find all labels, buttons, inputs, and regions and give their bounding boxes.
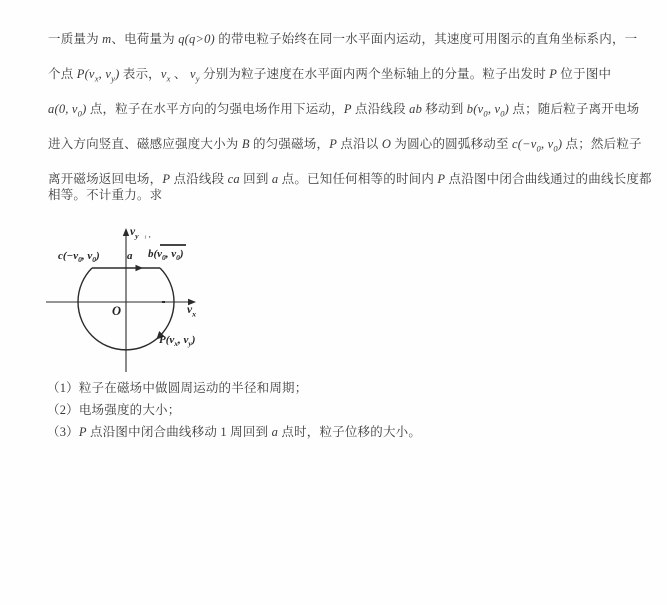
origin-label: O bbox=[112, 304, 122, 318]
axis-y-label: $v_y$ bbox=[130, 226, 139, 241]
problem-line-2: 个点 $P(v_x$, $v_y$) 表示，$v_x$ 、 $v_y$ 分别为粒子速度在水平面内两个坐标轴上的分量。粒子出发时 P 位于图中 bbox=[48, 67, 612, 84]
question-3: （3）P 点沿图中闭合曲线移动 1 周回到 a 点时，粒子位移的大小。 bbox=[47, 425, 422, 439]
velocity-diagram bbox=[45, 225, 260, 377]
problem-statement bbox=[48, 22, 663, 206]
stray-marks: ₁ , bbox=[144, 230, 151, 239]
problem-line-6: 相等。不计重力。求 bbox=[48, 188, 163, 202]
y-axis-arrow-icon bbox=[123, 228, 129, 236]
question-2: （2）电场强度的大小； bbox=[47, 403, 181, 417]
question-list bbox=[47, 377, 567, 443]
problem-line-1: 一质量为 m、电荷量为 q(q>0) 的带电粒子始终在同一水平面内运动，其速度可用图示的直角坐标系内，一 bbox=[48, 32, 638, 46]
problem-line-4: 进入方向竖直、磁感应强度大小为 B 的匀强磁场，P 点沿以 O 为圆心的圆弧移动至 $c(-v_0$, $v_0$) 点；然后粒子 bbox=[48, 137, 642, 154]
point-c-label: $c(-v_0$, $v_0$) bbox=[58, 250, 100, 265]
chord-direction-arrow-icon bbox=[136, 265, 144, 271]
axis-x-label: $v_x$ bbox=[187, 304, 197, 319]
problem-line-3: a(0, $v_0$) 点，粒子在水平方向的匀强电场作用下运动，P 点沿线段 ab 移动到 $b(v_0$, $v_0$) 点；随后粒子离开电场 bbox=[48, 102, 640, 119]
problem-line-5: 离开磁场返回电场，P 点沿线段 ca 回到 a 点。已知任何相等的时间内 P 点沿图中闭合曲线通过的曲线长度都 bbox=[48, 172, 652, 186]
point-a-label: a bbox=[127, 250, 133, 262]
stray-dot-mark bbox=[162, 301, 165, 303]
question-1: （1）粒子在磁场中做圆周运动的半径和周期； bbox=[47, 381, 308, 395]
point-p-label: $P(v_x$, $v_y$) bbox=[159, 334, 196, 349]
velocity-diagram-canvas bbox=[45, 225, 215, 377]
point-b-label: $b(v_0$, $v_0$) bbox=[148, 248, 184, 263]
